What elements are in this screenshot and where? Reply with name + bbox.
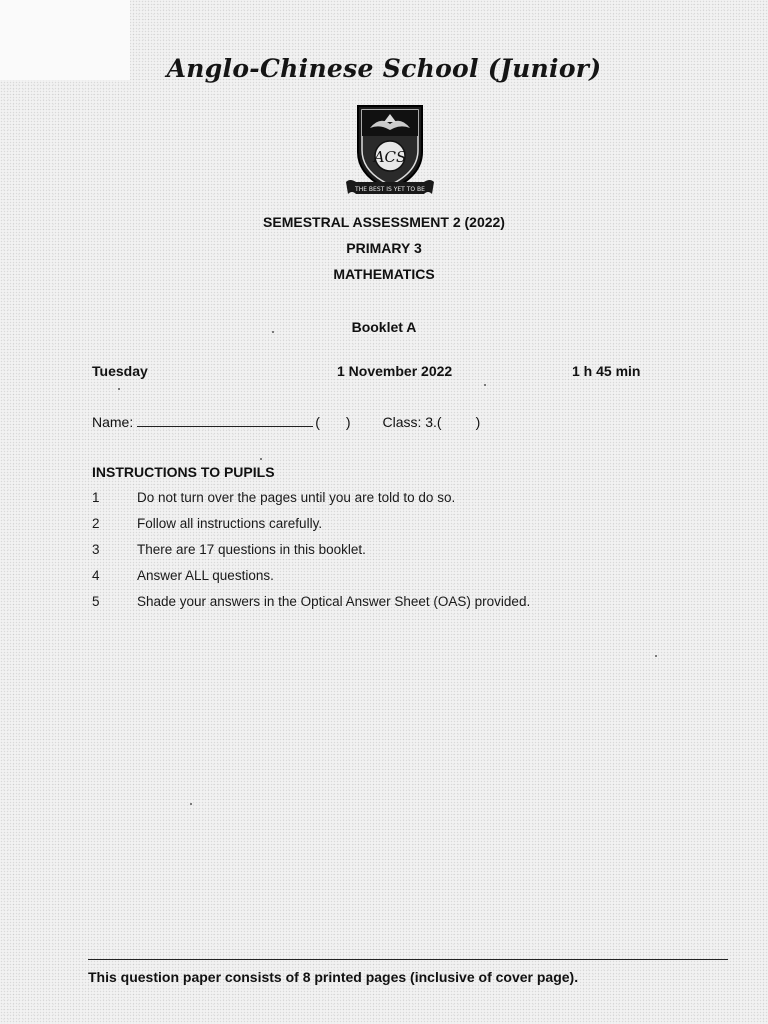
scan-speck [272, 331, 274, 333]
class-label: Class: 3.( [382, 414, 442, 430]
instruction-number: 5 [92, 594, 100, 609]
level-title: PRIMARY 3 [346, 240, 422, 256]
name-blank-line[interactable] [137, 414, 313, 427]
instruction-text: There are 17 questions in this booklet. [137, 542, 366, 557]
exam-date: 1 November 2022 [337, 363, 453, 379]
scan-speck [260, 458, 262, 460]
booklet-label: Booklet A [351, 319, 417, 335]
class-close-paren: ) [475, 414, 481, 430]
school-name: Anglo-Chinese School (Junior) [166, 54, 602, 83]
register-open-paren: ( [315, 414, 320, 430]
instruction-item [92, 490, 455, 505]
scan-speck [190, 803, 192, 805]
exam-duration: 1 h 45 min [572, 363, 641, 379]
instruction-item [92, 594, 530, 609]
instruction-number: 2 [92, 516, 100, 531]
instruction-number: 4 [92, 568, 100, 583]
instruction-item [92, 542, 366, 557]
instruction-number: 3 [92, 542, 100, 557]
instruction-text: Do not turn over the pages until you are told to do so. [137, 490, 456, 505]
scan-speck [484, 384, 486, 386]
subject-title: MATHEMATICS [333, 266, 435, 282]
svg-text:ACS: ACS [373, 148, 407, 166]
instruction-item [92, 516, 322, 531]
page-count-note: This question paper consists of 8 printed pages (inclusive of cover page). [88, 969, 579, 985]
school-crest-logo [344, 100, 436, 200]
instructions-heading: INSTRUCTIONS TO PUPILS [92, 464, 275, 480]
student-details-row [92, 414, 480, 430]
exam-day: Tuesday [92, 363, 148, 379]
instruction-text: Follow all instructions carefully. [137, 516, 323, 531]
svg-text:THE BEST IS YET TO BE: THE BEST IS YET TO BE [355, 186, 425, 193]
instruction-text: Answer ALL questions. [137, 568, 274, 583]
scan-speck [118, 388, 120, 390]
instruction-text: Shade your answers in the Optical Answer Sheet (OAS) provided. [137, 594, 531, 609]
name-label: Name: [92, 414, 134, 430]
register-close-paren: ) [345, 414, 351, 430]
footer-divider [88, 959, 728, 960]
instruction-number: 1 [92, 490, 100, 505]
instruction-item [92, 568, 274, 583]
scan-speck [655, 655, 657, 657]
assessment-title: SEMESTRAL ASSESSMENT 2 (2022) [263, 214, 505, 230]
